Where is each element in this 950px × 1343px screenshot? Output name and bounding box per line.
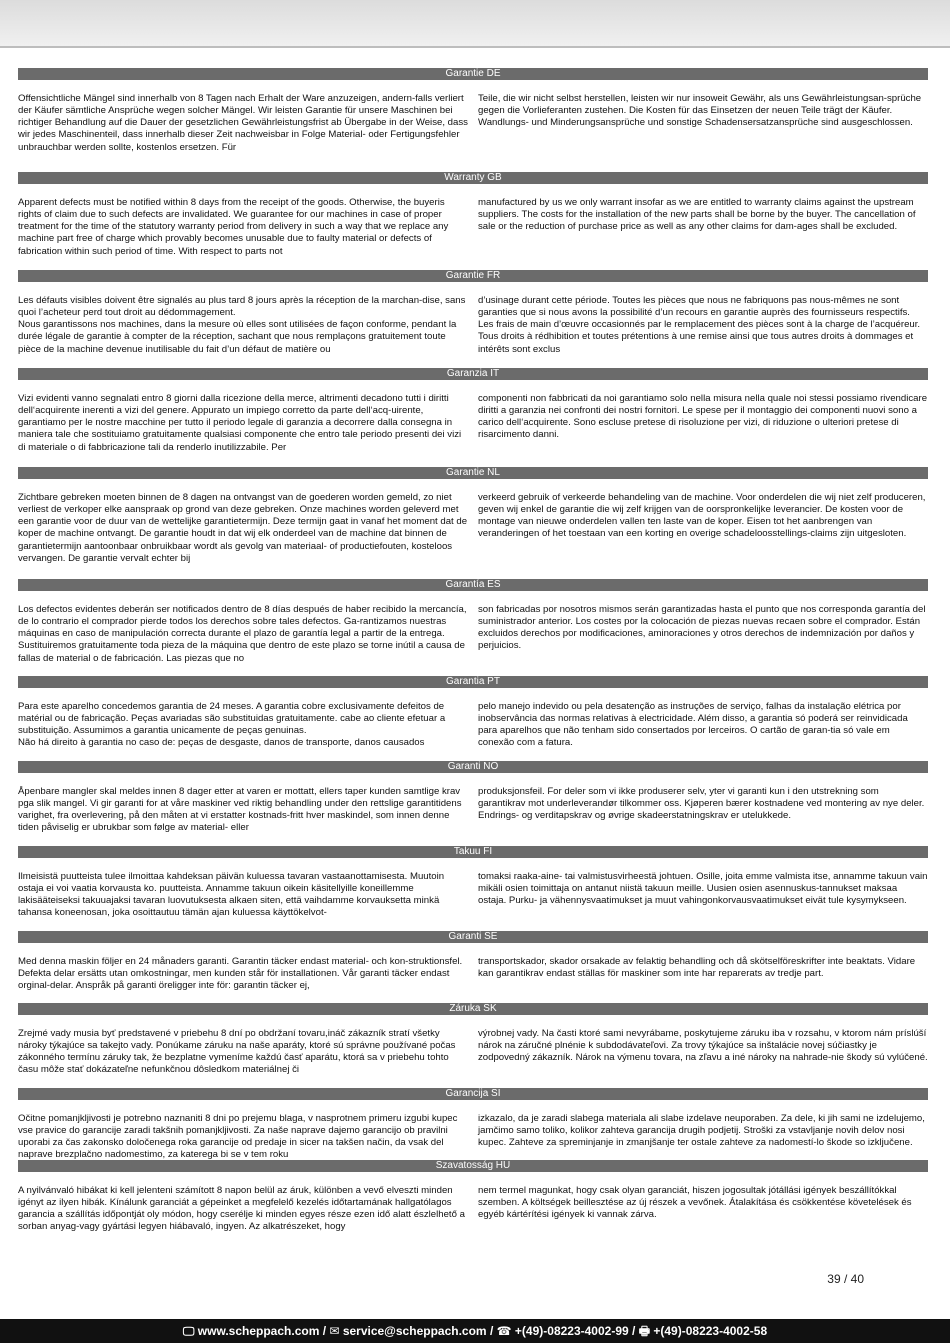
- section-text-right: tomaksi raaka-aine- tai valmistusvirheestä johtuen. Osille, joita emme valmista itse, annamme takuun vain mikäli osien toimittaja on antanut niistä takuun meille. Uusien osien asennuskus-tannukset maksaa ostaja. Purku- ja vähennysvaatimukset ja muut vahingonkorvausvaatimukset eivät tule kysymykseen.: [478, 870, 928, 907]
- section-text-right: componenti non fabbricati da noi garantiamo solo nella misura nella quale noi stessi possiamo rivendicare diritti a garanzia nei confronti dei nostri fornitori. Le spese per il montaggio dei componenti nuovi sono a carico dell‘acquirente. Sono escluse pretese di risoluzione per vizi, di riduzione o ulteriori pretese di risarcimento danni.: [478, 392, 928, 441]
- section-title: Garantie FR: [18, 270, 928, 282]
- section-zaruka-sk: [18, 1003, 928, 1086]
- footer-separator: /: [632, 1324, 636, 1338]
- section-title: Garantie NL: [18, 467, 928, 479]
- section-title: Garanti NO: [18, 761, 928, 773]
- section-text-left: Para este aparelho concedemos garantia de 24 meses. A garantia cobre exclusivamente defeitos de matérial ou de fabricação. Peças avariadas são substituidas gratuitamente. cabe ao cliente efetuar a substituição. Assumimos a garantia unicamente de peças genuinas. Não há direito à garantia no caso de: peças de desgaste, danos de transporte, danos causados: [18, 700, 446, 749]
- section-garantie-de: [18, 68, 928, 164]
- section-text-right: nem termel magunkat, hogy csak olyan garanciát, hiszen jogosultak jótállási igények beszállítókkal szemben. A költségek beillesztése az új részek a vevőnek. Átalakítása és csökkentése követelések és egyéb kártérítési igények ki vannak zárva.: [478, 1184, 912, 1221]
- section-title: Warranty GB: [18, 172, 928, 184]
- footer-separator: /: [489, 1324, 494, 1338]
- section-garanti-no: [18, 761, 928, 844]
- section-text-left: Offensichtliche Mängel sind innerhalb von 8 Tagen nach Erhalt der Ware anzuzeigen, andern-falls verliert der Käufer sämtliche Ansprüche wegen solcher Mängel. Wir leisten Garantie für unsere Maschinen bei richtiger Behandlung auf die Dauer der gesetzlichen Gewährleistungsfrist ab Übergabe in der Weise, dass wir jedes Maschinenteil, dass innerhalb dieser Zeit nachweisbar in Folge Material- oder Fertigungsfehler unbrauchbar werden sollte, kostenlos ersetzen. Für: [18, 92, 468, 153]
- section-text-left: Åpenbare mangler skal meldes innen 8 dager etter at varen er mottatt, ellers taper kunden samtlige krav pga slik mangel. Vi gir garanti for at våre maskiner ved riktig behandling under den rettslige garantitidens varighet, fra overlevering, på den måten at vi erstatter kostnads-fritt hver maskindel, som innen denne tiden påviselig er ubrukbar som følge av material- eller: [18, 785, 462, 834]
- section-title: Garancija SI: [18, 1088, 928, 1100]
- section-warranty-gb: [18, 172, 928, 268]
- section-garanzia-it: [18, 368, 928, 464]
- section-title: Garantia PT: [18, 676, 928, 688]
- page-number: 39 / 40: [827, 1272, 864, 1286]
- contact-footer: [0, 1319, 950, 1343]
- section-text-left: Les défauts visibles doivent être signalés au plus tard 8 jours après la réception de la marchan-dise, sans quoi l’acheteur perd tout droit au dédommagement. Nous garantissons nos machines, dans la mesure où elles sont utilisées de façon conforme, pendant la durée légale de garantie à compter de la réception, sachant que nous remplaçons gratuitement toute pièce de la machine devenue inutilisable du fait d’un défaut de matière ou: [18, 294, 466, 355]
- section-title: Záruka SK: [18, 1003, 928, 1015]
- fax-icon: 🖶: [638, 1324, 651, 1338]
- section-garantia-es: [18, 579, 928, 675]
- section-text-right: d’usinage durant cette période. Toutes les pièces que nous ne fabriquons pas nous-mêmes ne sont garanties que si nous avons la possibilité d’un recours en garantie auprès des fournisseurs respectifs. Les frais de main d’œuvre occasionnés par le remplacement des pièces sont à la charge de l’acquéreur. Tous droits à rédhibition et toutes prétentions à une remise ainsi que tous autres droits à dommages et intérêts sont exclus: [478, 294, 921, 355]
- phone-icon: ☎: [496, 1324, 512, 1338]
- section-text-left: Apparent defects must be notified within 8 days from the receipt of the goods. Otherwise, the buyeris rights of claim due to such defects are invalidated. We guarantee for our machines in case of proper treatment for the time of the statutory warranty period from delivery in such a way that we replace any machine part free of charge which provably becomes unusable due to faulty material or defects of fabrication within such period of time. With respect to parts not: [18, 196, 449, 257]
- section-text-left: Los defectos evidentes deberán ser notificados dentro de 8 días después de haber recibido la mercancía, de lo contrario el comprador pierde todos los derechos sobre tales defectos. Ga-rantizamos nuestras máquinas en caso de manipulación correcta durante el plazo de garantía legal a partir de la entrega. Sustituiremos gratuitamente toda pieza de la máquina que dentro de este plazo se torne inútil a causa de fallas de material o de fabricación. Las piezas que no: [18, 603, 467, 664]
- section-title: Garanti SE: [18, 931, 928, 943]
- section-title: Takuu FI: [18, 846, 928, 858]
- footer-separator: /: [322, 1324, 327, 1338]
- envelope-icon: ✉: [329, 1324, 340, 1338]
- section-garantia-pt: [18, 676, 928, 759]
- section-text-right: transportskador, skador orsakade av felaktig behandling och då skötselföreskrifter inte beaktats. Vidare kan garantikrav endast ställas för maskiner som inte har reparerats av tredje part.: [478, 955, 916, 979]
- section-text-right: pelo manejo indevido ou pela desatenção as instruções de serviço, falhas da instalação elétrica por inobservância das normas relativas à electricidade. Além disso, a garantia só poderá ser reinvidicada para aparelhos que não tenham sido consertados por lerceiros. O cartão de garan-tia só vale em conexão com a fatura.: [478, 700, 908, 749]
- section-szavatossag-hu: [18, 1160, 928, 1243]
- fax-number: +(49)-08223-4002-58: [653, 1324, 768, 1338]
- section-text-right: verkeerd gebruik of verkeerde behandeling van de machine. Voor onderdelen die wij niet zelf produceren, geven wij enkel de garantie die wij zelf krijgen van de oorspronkelijke leverancier. De kosten voor de montage van nieuwe onderdelen vallen ten laste van de koper. Eisen tot het aanbrengen van veranderingen of het toestaan van een korting en overige schadeloosstellings-claims zijn uitgesloten.: [478, 491, 926, 540]
- phone-number: +(49)-08223-4002-99: [514, 1324, 629, 1338]
- section-text-right: výrobnej vady. Na časti ktoré sami nevyrábame, poskytujeme záruku iba v rozsahu, v ktorom nám príslúší nárok na záručné plnénie k subdodávateľovi. Za trovy týkajúce sa inštalácie novej súčiastky je zodpovedný zákazník. Nárok na výmenu tovara, na zľavu a iné nároky na nahrade-nie škody sú vylúčené.: [478, 1027, 928, 1064]
- section-text-left: Očitne pomanjkljivosti je potrebno naznaniti 8 dni po prejemu blaga, v nasprotnem primeru izgubi kupec vse pravice do garancije zaradi takšnih pomanjkljivosti. Za naše naprave dajemo garancijo ob pravilni uporabi za čas zakonsko določenega roka garancije od predaje in sicer na takšen način, da vsak del naprave brezplačno nadomestimo, za katerega bi se v tem roku: [18, 1112, 458, 1161]
- section-text-left: Zrejmé vady musia byť predstavené v priebehu 8 dní po obdržaní tovaru,ináč zákazník stratí všetky nároky týkajúce sa takejto vady. Ponúkame záruku na naše aparáty, ktoré sú správne používané počas zákonného termínu záruky tak, že bezplatne vymeníme každú časť aparátu, ktorá sa v priebehu tohto času môže stať dokázateľne nefunkčnou dôsledkom materiálnej či: [18, 1027, 456, 1076]
- section-takuu-fi: [18, 846, 928, 929]
- section-text-right: manufactured by us we only warrant insofar as we are entitled to warranty claims against the upstream suppliers. The costs for the installation of the new parts shall be borne by the buyer. The cancellation of sale or the reduction of purchase price as well as any other claims for dam-ages shall be excluded.: [478, 196, 916, 233]
- section-text-left: A nyilvánvaló hibákat ki kell jelenteni számított 8 napon belül az áruk, különben a vevő elveszti minden igényt az ilyen hibák. Kínálunk garanciát a gépeinket a megfelelő kezelés időtartamának hallgatólagos garancia a szállítás időpontját oly módon, hogy cserélje ki minden egyes része ezen idő alatt észlelhető a sorban anyag-vagy gyártási legyen hiábavaló, ingyen. Az alkatrészeket, hogy: [18, 1184, 465, 1233]
- website-link[interactable]: www.scheppach.com: [197, 1324, 320, 1338]
- section-text-right: izkazalo, da je zaradi slabega materiala ali slabe izdelave neuporaben. Za dele, ki jih sami ne izdelujemo, jamčimo samo toliko, kolikor zahteva garancija drugih podjetij. Stroški za vstavljanje novih delov nosi kupec. Zahteve za spreminjanje in zmanjšanje ter ostale zahteve za nadomestí-lo škode so izključene.: [478, 1112, 925, 1149]
- section-garantie-fr: [18, 270, 928, 366]
- section-garancija-si: [18, 1088, 928, 1171]
- section-text-right: Teile, die wir nicht selbst herstellen, leisten wir nur insoweit Gewähr, als uns Gewährleistungsan-sprüche gegen die Vorlieferanten zustehen. Die Kosten für das Einsetzen der neuen Teile trägt der Käufer. Wandlungs- und Minderungsansprüche und sonstige Schadensersatzansprüche sind ausgeschlossen.: [478, 92, 922, 129]
- section-text-left: Ilmeisistä puutteista tulee ilmoittaa kahdeksan päivän kuluessa tavaran vastaanottamisesta. Muutoin ostaja ei voi vaatia korvausta ko. puutteista. Annamme takuun oikein käsitellyille koneillemme lakisääteiseksi takuuajaksi tavaran luovutuksesta alkaen siten, että vaihdamme korvauksetta minkä tahansa koneenosan, joka osoittautuu tämän ajan kuluessa käyttökelvot-: [18, 870, 445, 919]
- section-text-left: Vizi evidenti vanno segnalati entro 8 giorni dalla ricezione della merce, altrimenti decadono tutti i diritti dell‘acquirente inerenti a vizi del genere. Appurato un impiego corretto da parte dell‘acq-uirente, garantiamo per le nostre macchine per tutto il periodo legale di garanzia a decorrere dalla consegna in maniera tale che sostituiamo gratuitamente qualsiasi componente che entro tale periodo presenti dei vizi di materiale o di fabbricazione tali da renderlo inutilizzabile. Per: [18, 392, 462, 453]
- section-title: Garantía ES: [18, 579, 928, 591]
- section-title: Garanzia IT: [18, 368, 928, 380]
- section-garantie-nl: [18, 467, 928, 575]
- section-garanti-se: [18, 931, 928, 1002]
- section-title: Szavatosság HU: [18, 1160, 928, 1172]
- section-text-left: Zichtbare gebreken moeten binnen de 8 dagen na ontvangst van de goederen worden gemeld, zo niet verliest de verkoper elke aanspraak op grond van deze gebreken. Onze machines worden geleverd met een garantie voor de duur van de wettelijke garantietermijn. Deze termijn gaat in vanaf het moment dat de koper de machine ontvangt. De garantie houdt in dat wij elk onderdeel van de machine dat binnen de garantietermijn aantoonbaar onbruikbaar wordt als gevolg van materiaal- of productiefouten, kosteloos vervangen. De garantie vervalt echter bij: [18, 491, 468, 565]
- section-title: Garantie DE: [18, 68, 928, 80]
- monitor-icon: 🖵: [182, 1324, 195, 1338]
- top-header-bar: [0, 0, 950, 48]
- section-text-right: produksjonsfeil. For deler som vi ikke produserer selv, yter vi garanti kun i den utstrekning som garantikrav mot underleverandør tilkommer oss. Kjøperen bærer kostnadene ved montering av nye deler. Endrings- og verditapskrav og øvrige skadeerstatningskrav er utelukkede.: [478, 785, 925, 822]
- section-text-left: Med denna maskin följer en 24 månaders garanti. Garantin täcker endast material- och kon-struktionsfel. Defekta delar ersätts utan omkostningar, men kunden står för installationen. Vår garanti täcker endast orginal-delar. Anspråk på garanti öreligger inte för: garantin täcker ej,: [18, 955, 463, 992]
- section-text-right: son fabricadas por nosotros mismos serán garantizadas hasta el punto que nos corresponda garantía del suministrador anterior. Los costes por la colocación de piezas nuevas recaen sobre el comprador. Están excluidos derechos por modificaciones, aminoraciones y otros derechos de indemnización por daños y perjuicios.: [478, 603, 926, 652]
- email-link[interactable]: service@scheppach.com: [342, 1324, 487, 1338]
